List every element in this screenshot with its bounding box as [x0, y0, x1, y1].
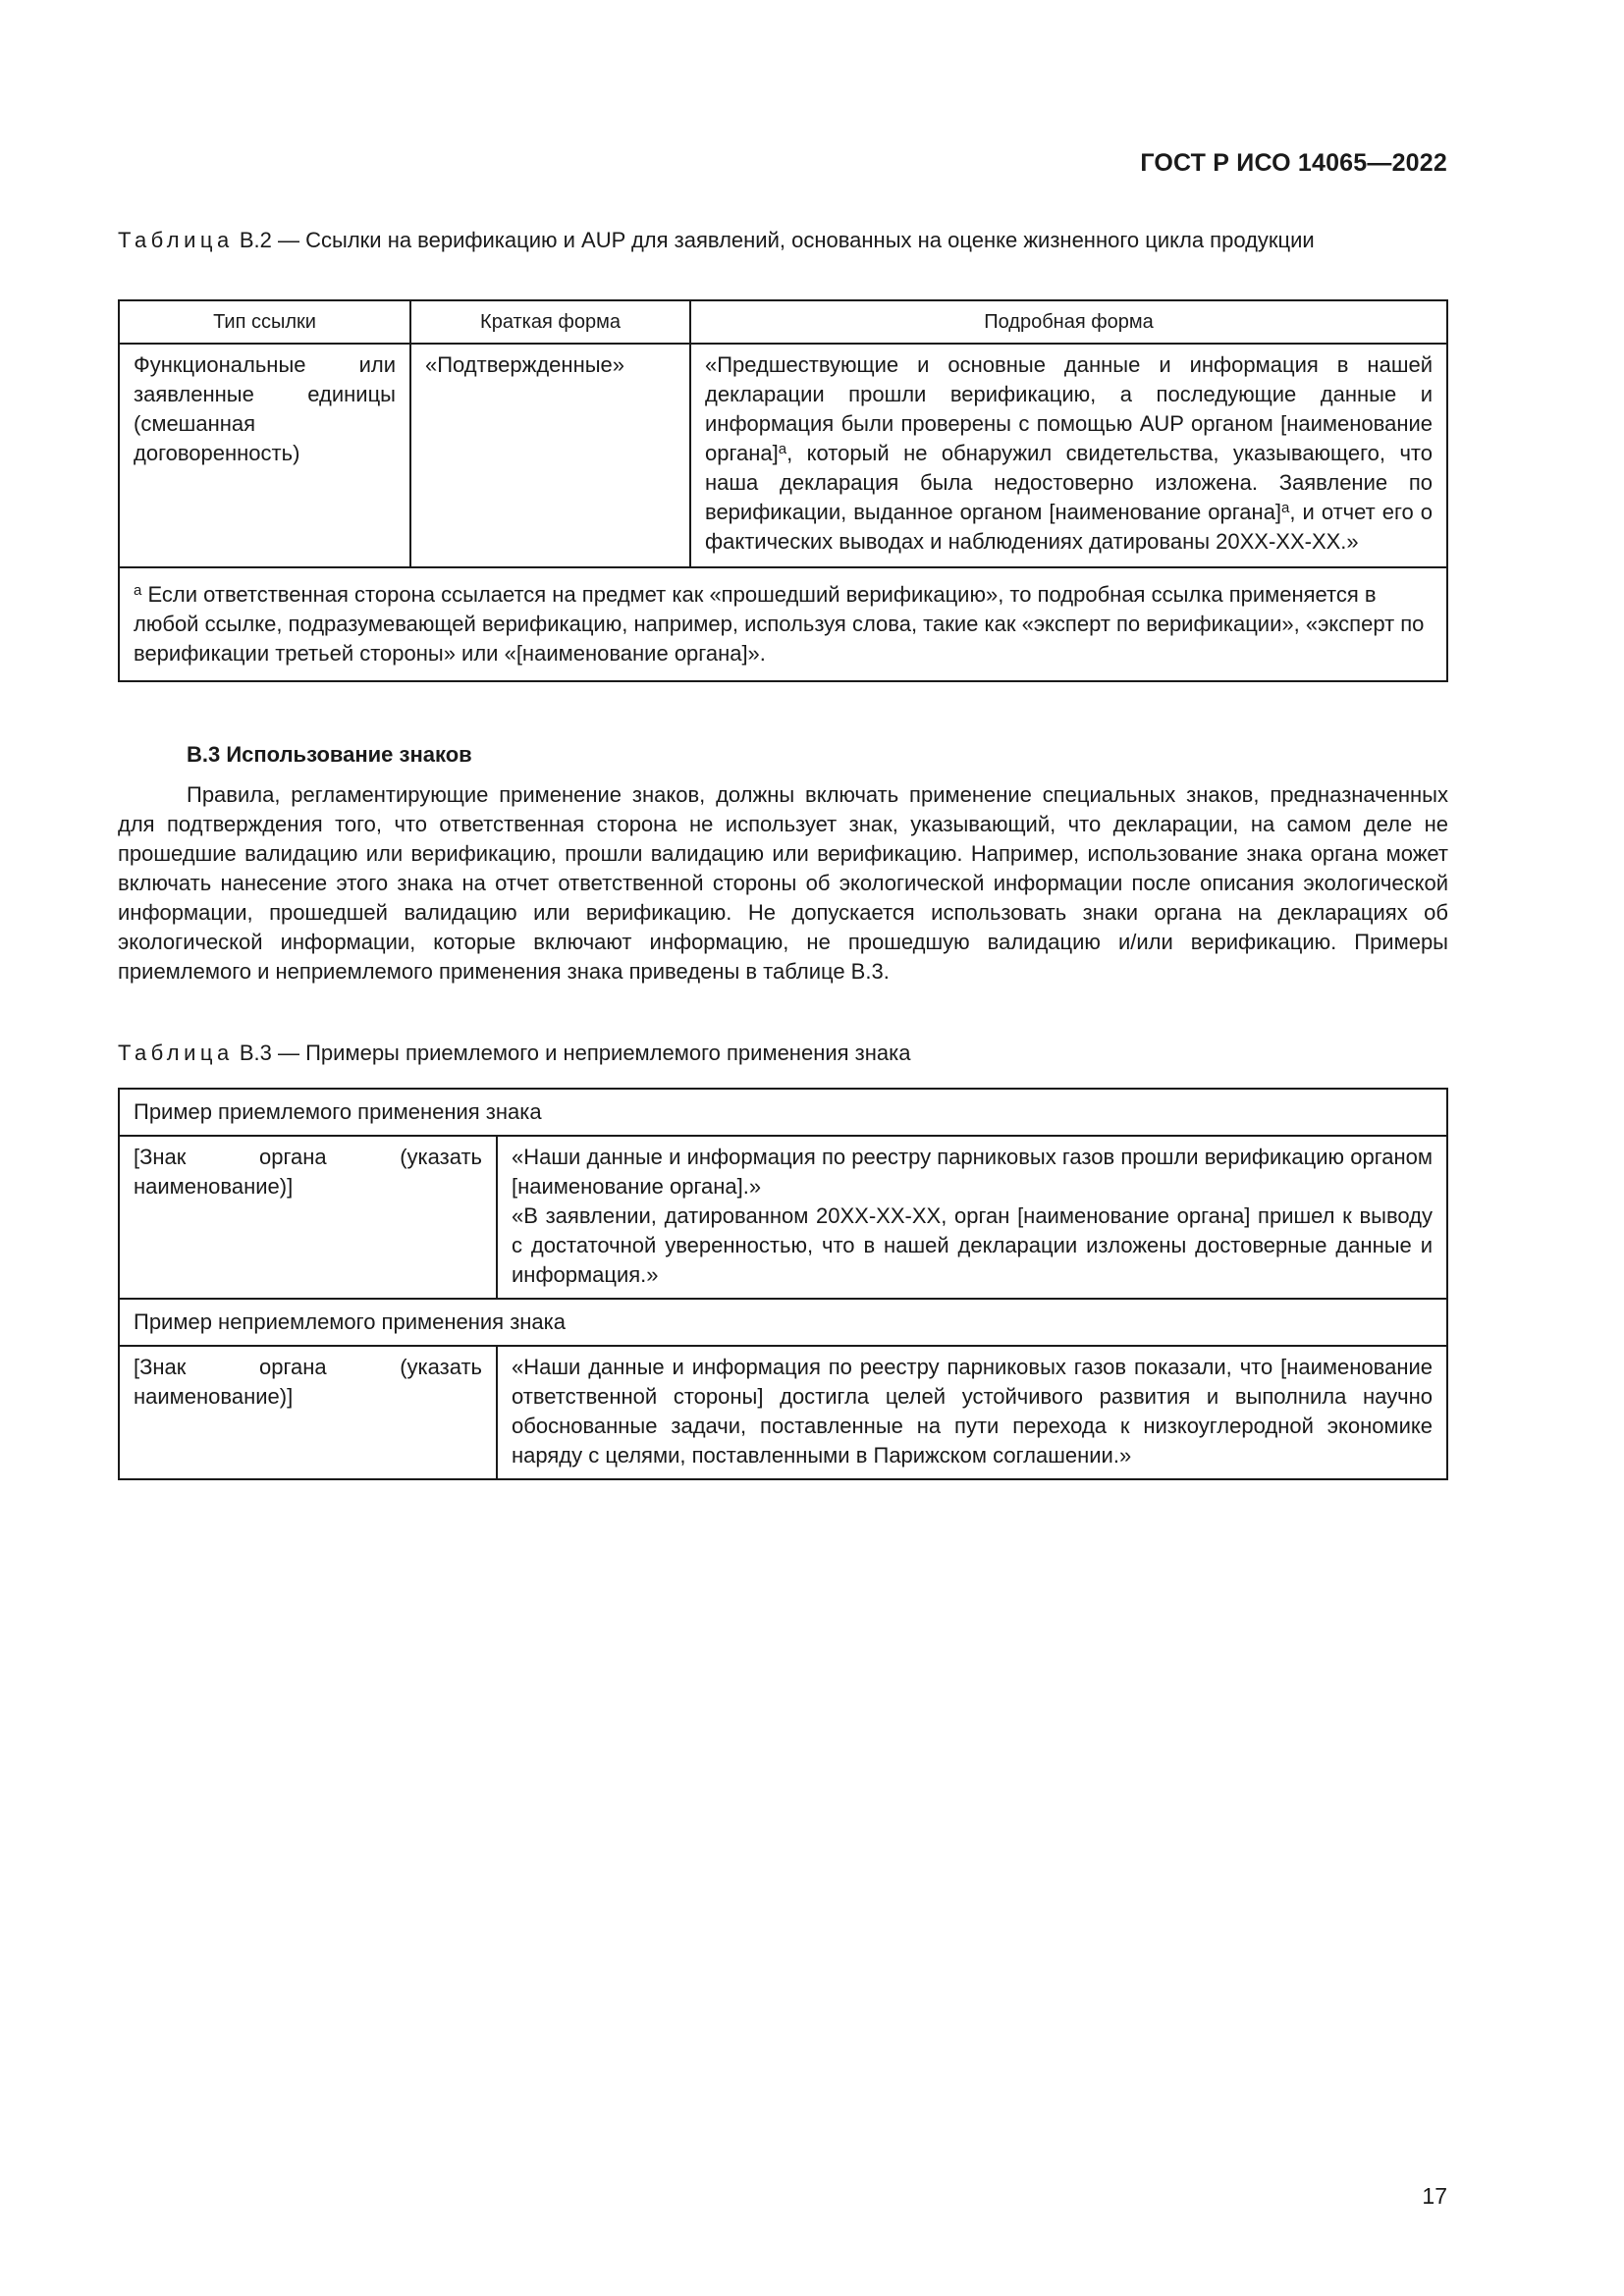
- table-b2-col-type: Тип ссылки: [119, 300, 410, 344]
- unacceptable-example-cell: «Наши данные и информация по реестру парниковых газов показали, что [наименование ответственной стороны] достигла целей устойчивого развития и выполнила научно обоснованные задачи, поставленные на пути перехода к низкоуглеродной экономике наряду с целями, поставленными в Парижском соглашении.»: [497, 1346, 1447, 1479]
- table-b2-col-short: Краткая форма: [410, 300, 690, 344]
- table-row: [119, 1089, 1447, 1136]
- acceptable-example-1: «Наши данные и информация по реестру парниковых газов прошли верификацию органом [наименование органа].»: [512, 1145, 1433, 1199]
- table-row: [119, 1136, 1447, 1299]
- table-row: [119, 1299, 1447, 1346]
- table-b2-cell-detail: [690, 344, 1447, 567]
- table-row: [119, 1346, 1447, 1479]
- table-b3: [118, 1088, 1448, 1480]
- table-b2-caption: [118, 226, 1448, 255]
- unacceptable-mark-cell: [Знак органа (указать наименование)]: [119, 1346, 497, 1479]
- table-b2-footnote: [119, 567, 1447, 681]
- table-b3-caption-label: Таблица: [118, 1041, 234, 1065]
- detail-text-2: , который не обнаружил свидетельства, указывающего, что наша декларация была недостоверно изложена. Заявление по верификации, выданное органом [наименование органа]: [705, 441, 1433, 524]
- table-b3-caption: [118, 1039, 1448, 1068]
- table-b3-caption-text: В.3 — Примеры приемлемого и неприемлемого применения знака: [233, 1041, 911, 1065]
- table-b2: [118, 299, 1448, 682]
- table-b2-cell-type: Функциональные или заявленные единицы (смешанная договоренность): [119, 344, 410, 567]
- table-b2-cell-short: «Подтвержденные»: [410, 344, 690, 567]
- acceptable-example-2: «В заявлении, датированном 20ХХ-ХХ-ХХ, орган [наименование органа] пришел к выводу с достаточной уверенностью, что в нашей декларации изложены достоверные данные и информация.»: [512, 1203, 1433, 1287]
- detail-text-1: «Предшествующие и основные данные и информация в нашей декларации прошли верификацию, а последующие данные и информация были проверены с помощью AUP органом [наименование органа]: [705, 352, 1433, 465]
- page-number: 17: [1422, 2183, 1447, 2209]
- unacceptable-header: Пример неприемлемого применения знака: [119, 1299, 1447, 1346]
- table-row: [119, 344, 1447, 567]
- table-b2-header-row: [119, 300, 1447, 344]
- table-b2-col-detail: Подробная форма: [690, 300, 1447, 344]
- footnote-ref: a: [1281, 500, 1290, 516]
- detail-text-3: , и отчет его о фактических выводах и наблюдениях датированы 20ХХ-ХХ-ХХ.»: [705, 500, 1433, 554]
- footnote-ref: a: [778, 441, 787, 457]
- footnote-text: Если ответственная сторона ссылается на предмет как «прошедший верификацию», то подробная ссылка применяется в любой ссылке, подразумевающей верификацию, например, используя слова, такие как «эксперт по верификации», «эксперт по верификации третьей стороны» или «[наименование органа]».: [134, 582, 1425, 666]
- table-b2-footnote-row: [119, 567, 1447, 681]
- standard-header: ГОСТ Р ИСО 14065—2022: [1140, 149, 1447, 177]
- table-b2-caption-text: В.2 — Ссылки на верификацию и AUP для заявлений, основанных на оценке жизненного цикла продукции: [233, 228, 1315, 252]
- acceptable-header: Пример приемлемого применения знака: [119, 1089, 1447, 1136]
- acceptable-mark-cell: [Знак органа (указать наименование)]: [119, 1136, 497, 1299]
- table-b2-caption-label: Таблица: [118, 228, 234, 252]
- section-title: В.3 Использование знаков: [187, 742, 472, 767]
- footnote-mark: a: [134, 582, 142, 599]
- section-paragraph: Правила, регламентирующие применение знаков, должны включать применение специальных знаков, предназначенных для подтверждения того, что ответственная сторона не использует знак, указывающий, что декларации, на самом деле не прошедшие валидацию или верификацию, прошли валидацию или верификацию. Например, использование знака органа может включать нанесение этого знака на отчет ответственной стороны об экологической информации после описания экологической информации, прошедшей валидацию или верификацию. Не допускается использовать знаки органа на декларациях об экологической информации, которые включают информацию, не прошедшую валидацию и/или верификацию. Примеры приемлемого и неприемлемого применения знака приведены в таблице В.3.: [118, 782, 1448, 984]
- acceptable-example-cell: [497, 1136, 1447, 1299]
